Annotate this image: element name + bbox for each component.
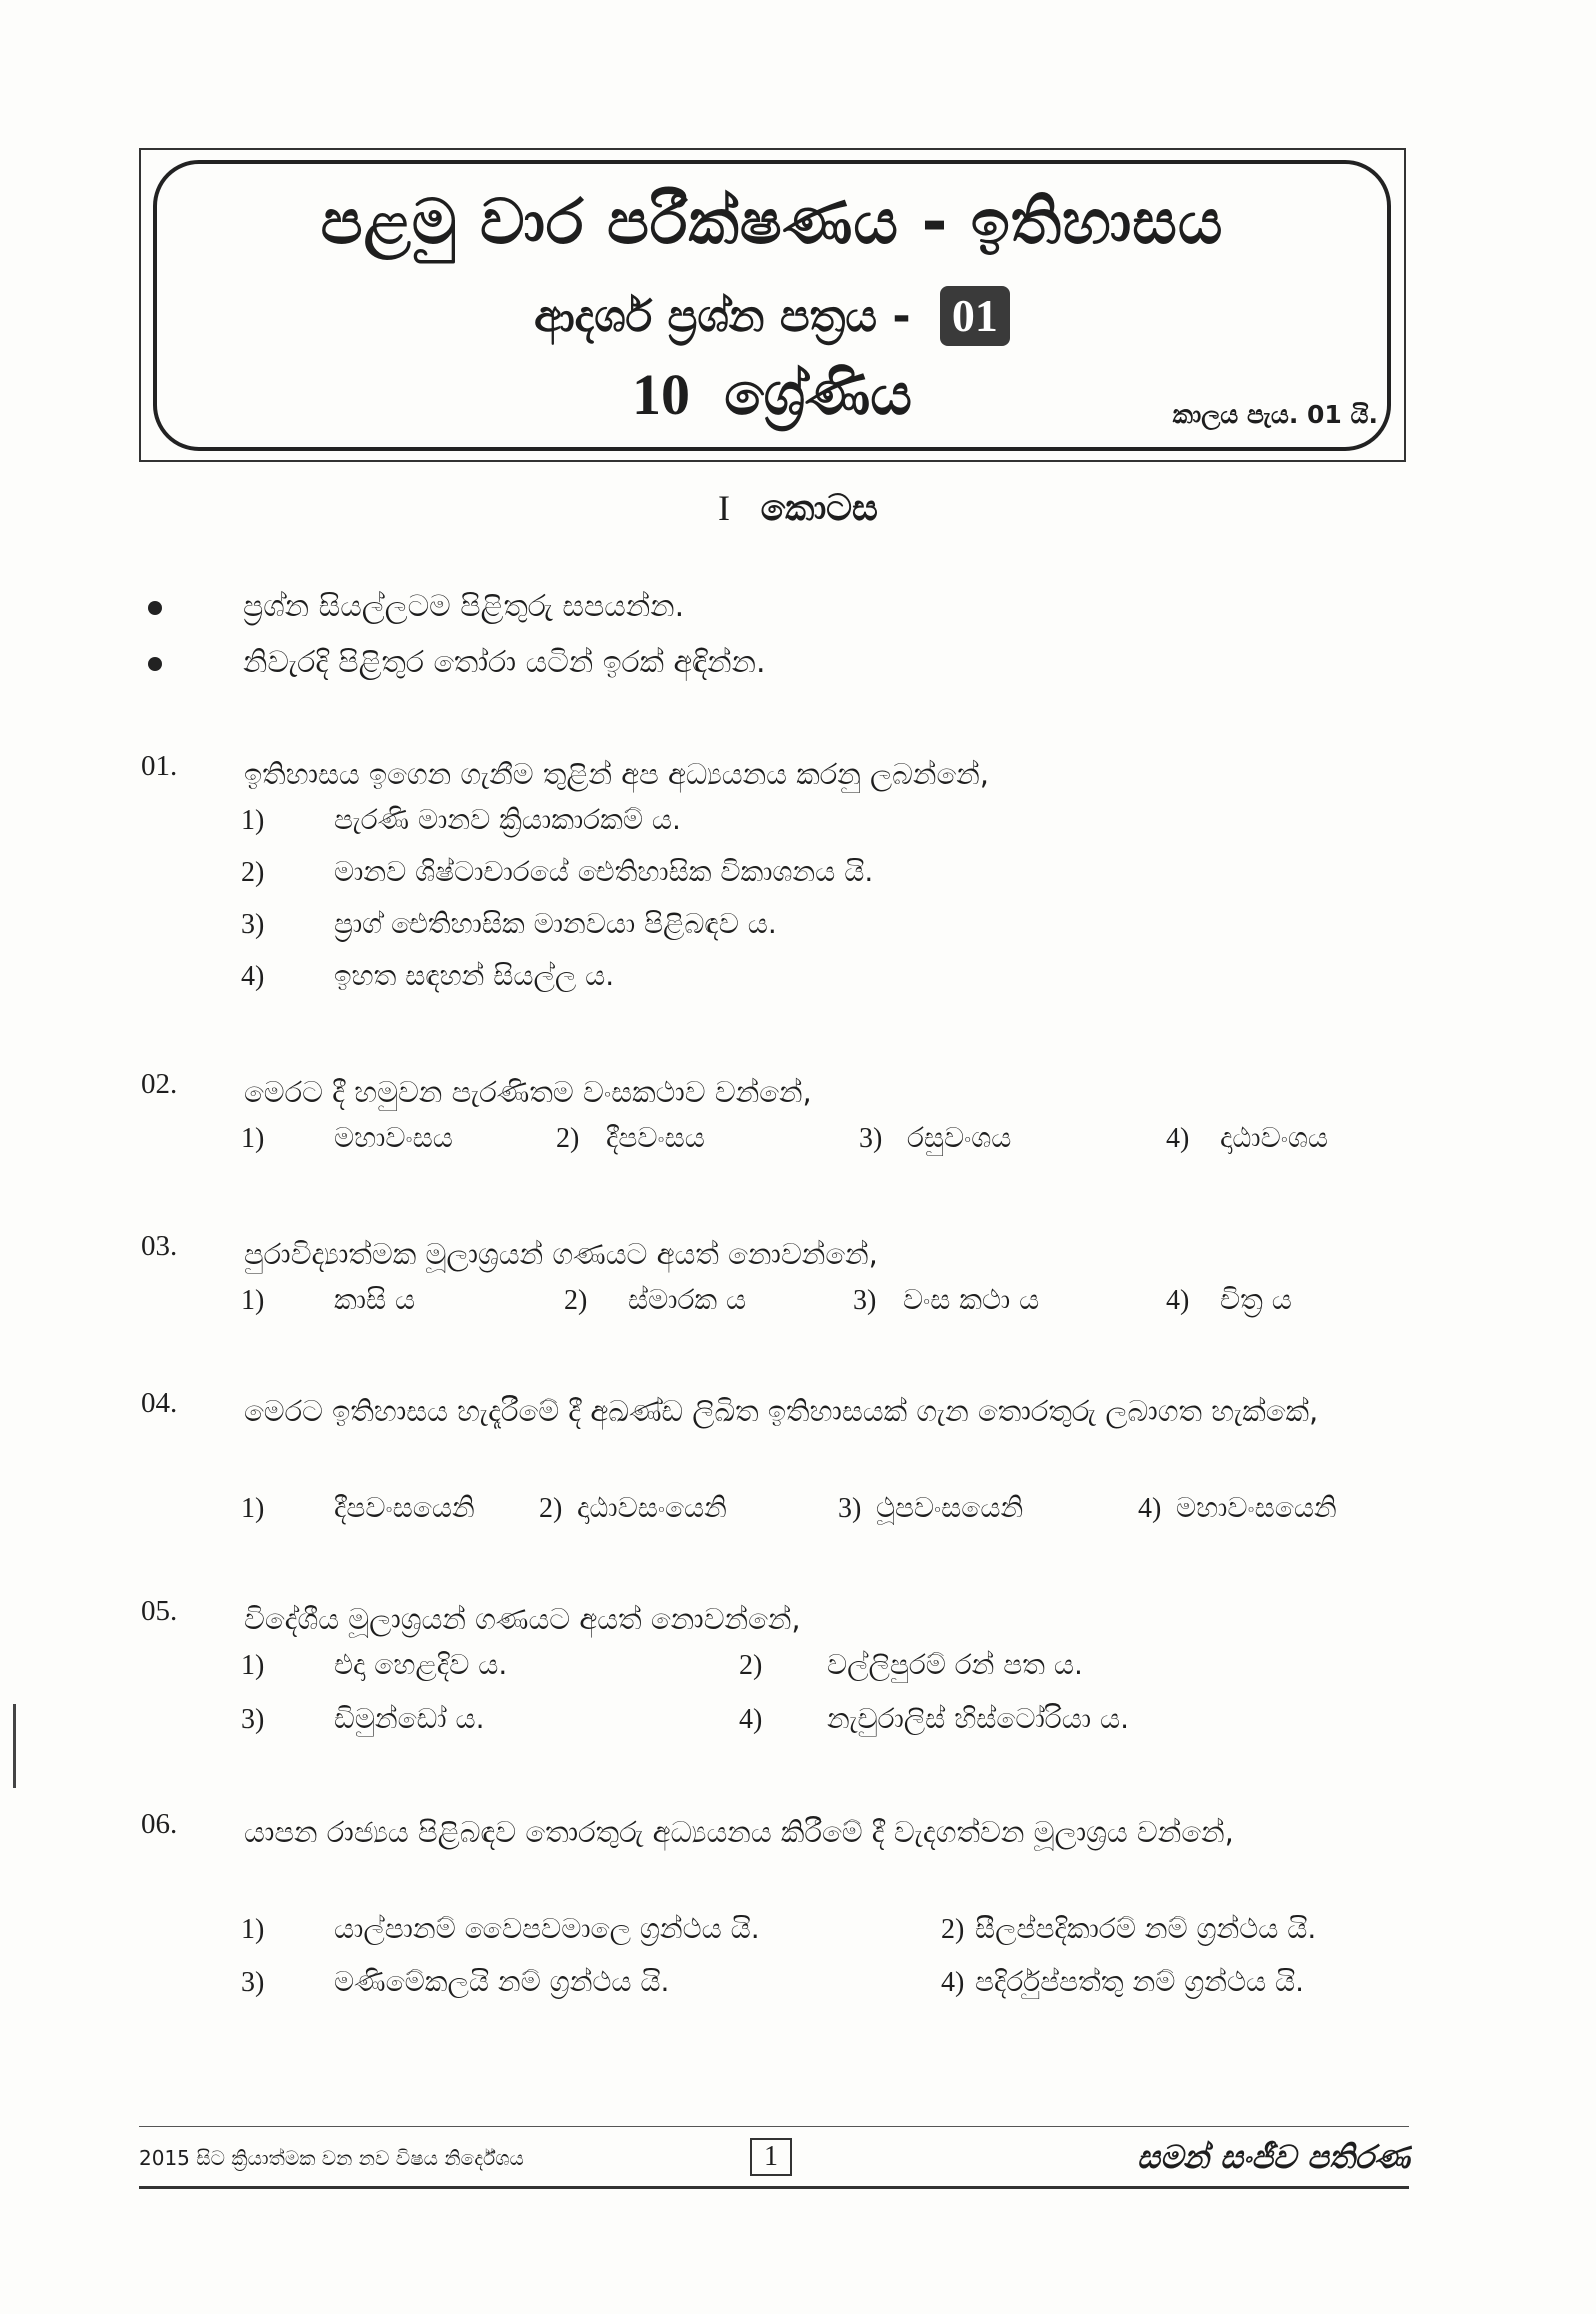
- option-text: සීලප්පදිකාරම් නම් ග්‍රන්ථය යි.: [975, 1912, 1317, 1945]
- option-text: කාසි ය: [334, 1283, 416, 1316]
- option-text: චිත්‍ර ය: [1220, 1283, 1292, 1316]
- option-text: ඉහත සඳහන් සියල්ල ය.: [334, 959, 615, 992]
- option[interactable]: [564, 1283, 746, 1317]
- instruction-text: ප්‍රශ්න සියල්ලටම පිළිතුරු සපයන්න.: [243, 589, 685, 624]
- option-number: 1): [241, 805, 265, 836]
- option[interactable]: [241, 1702, 485, 1736]
- option-number: 3): [838, 1493, 862, 1524]
- option-number: 3): [853, 1285, 877, 1316]
- option-number: 2): [241, 857, 265, 888]
- option[interactable]: [241, 855, 873, 889]
- option-text: මහාවංසයෙනි: [1176, 1491, 1337, 1524]
- option-number: 1): [241, 1285, 265, 1316]
- footer-rule-top: [139, 2126, 1409, 2127]
- paper-number-badge: 01: [940, 286, 1010, 346]
- part-roman-numeral: I: [718, 488, 731, 528]
- option[interactable]: [941, 1965, 1304, 1999]
- option[interactable]: [241, 1965, 669, 1999]
- option-text: ථූපවංසයෙනි: [876, 1491, 1024, 1524]
- option-number: 4): [241, 961, 265, 992]
- option-text: යාල්පානම් වෛපවමාලෙ ග්‍රන්ථය යි.: [334, 1912, 760, 1945]
- part-heading: [0, 487, 1596, 530]
- bullet-icon: [148, 657, 162, 671]
- option[interactable]: [1166, 1283, 1292, 1317]
- option[interactable]: [241, 803, 681, 837]
- question-number: 01.: [141, 750, 178, 782]
- exam-title: පළමු වාර පරීක්ෂණය - ඉතිහාසය: [320, 185, 1224, 258]
- option-text: ප්‍රාග් ඓතිහාසික මානවයා පිළිබඳව ය.: [334, 907, 777, 940]
- question-stem: මෙරට ඉතිහාසය හැදෑරීමේ දී අඛණ්ඩ ලිඛිත ඉතිහාසයක් ගැන තොරතුරු ලබාගත හැක්කේ,: [244, 1394, 1319, 1428]
- footer-author: සමන් සංජීව පතිරණ: [1136, 2138, 1410, 2176]
- grade-label: ශ්‍රේණිය: [724, 360, 912, 428]
- option-number: 3): [859, 1123, 883, 1154]
- option-number: 2): [539, 1493, 563, 1524]
- option-number: 1): [241, 1650, 265, 1681]
- option[interactable]: [241, 1121, 453, 1155]
- option-text: දාඨාවසංයෙනි: [577, 1491, 727, 1524]
- option-text: පැරණි මානව ක්‍රියාකාරකම් ය.: [334, 803, 681, 836]
- option-number: 2): [564, 1285, 588, 1316]
- option-number: 2): [739, 1650, 763, 1681]
- option-number: 4): [1166, 1123, 1190, 1154]
- question-number: 06.: [141, 1808, 178, 1840]
- option-number: 4): [1138, 1493, 1162, 1524]
- option[interactable]: [739, 1702, 1129, 1736]
- question-number: 05.: [141, 1595, 178, 1627]
- option-text: මානව ශිෂ්ටාචාරයේ ඓතිහාසික විකාශනය යි.: [334, 855, 874, 888]
- bullet-icon: [148, 601, 162, 615]
- option[interactable]: [838, 1491, 1023, 1525]
- instruction-text: නිවැරදි පිළිතුර තෝරා යටින් ඉරක් අඳින්න.: [243, 645, 766, 680]
- option-text: මහාවංසය: [334, 1121, 453, 1154]
- question-stem: විදේශීය මූලාශ්‍රයන් ගණයට අයත් නොවන්නේ,: [244, 1602, 801, 1636]
- option-text: ස්මාරක ය: [628, 1283, 747, 1316]
- question-number: 03.: [141, 1230, 178, 1262]
- option-text: මණිමේකලයි නම් ග්‍රන්ථය යි.: [334, 1965, 670, 1998]
- option-number: 1): [241, 1914, 265, 1945]
- option-text: ඩිමුන්ඩෝ ය.: [334, 1702, 485, 1735]
- option[interactable]: [1166, 1121, 1328, 1155]
- option[interactable]: [241, 1491, 475, 1525]
- option-text: දාඨාවංශය: [1220, 1121, 1328, 1154]
- question-number: 02.: [141, 1068, 178, 1100]
- option-text: එදා හෙළදිව ය.: [334, 1648, 508, 1681]
- question-stem: යාපන රාජ්‍යය පිළිබඳව තොරතුරු අධ්‍යයනය කිරීමේ දී වැදගත්වන මූලාශ්‍රය වන්නේ,: [244, 1815, 1234, 1849]
- footer-syllabus-note: 2015 සිට ක්‍රියාත්මක වන නව විෂය නිර්දේශය: [139, 2146, 524, 2170]
- option[interactable]: [241, 907, 777, 941]
- option-number: 1): [241, 1123, 265, 1154]
- paper-subtitle: [153, 286, 1391, 346]
- option-text: දීපවංසයෙනි: [334, 1491, 475, 1524]
- margin-mark: [13, 1704, 16, 1788]
- option[interactable]: [739, 1648, 1083, 1682]
- option[interactable]: [241, 1912, 760, 1946]
- time-allowed: කාලය පැය. 01 යි.: [1172, 400, 1378, 429]
- option-text: දීපවංසය: [606, 1121, 705, 1154]
- option[interactable]: [241, 1283, 415, 1317]
- page-number: 1: [750, 2138, 792, 2176]
- option[interactable]: [241, 959, 614, 993]
- question-number: 04.: [141, 1387, 178, 1419]
- part-label: කොටස: [760, 488, 878, 529]
- option[interactable]: [859, 1121, 1011, 1155]
- question-stem: මෙරට දී හමුවන පැරණිතම වංසකථාව වන්නේ,: [244, 1075, 812, 1109]
- question-stem: ඉතිහාසය ඉගෙන ගැනීම තුළින් අප අධ්‍යයනය කරනු ලබන්නේ,: [244, 757, 989, 791]
- option[interactable]: [241, 1648, 507, 1682]
- grade-number: 10: [631, 362, 690, 427]
- paper-subtitle-label: ආදර්ශ ප්‍රශ්න පත්‍රය -: [534, 291, 911, 342]
- option-text: රසුවංශය: [907, 1121, 1012, 1154]
- option-text: පදිර්රුප්පත්තු නම් ග්‍රන්ථය යි.: [975, 1965, 1305, 1998]
- option-number: 4): [941, 1967, 965, 1998]
- option[interactable]: [853, 1283, 1039, 1317]
- option[interactable]: [1138, 1491, 1337, 1525]
- option[interactable]: [556, 1121, 705, 1155]
- option-number: 2): [941, 1914, 965, 1945]
- option-number: 3): [241, 909, 265, 940]
- option-text: වල්ලිපුරම් රන් පත ය.: [827, 1648, 1083, 1681]
- option-text: නැචුරාලිස් හිස්ටෝරියා ය.: [827, 1702, 1129, 1735]
- option-number: 2): [556, 1123, 580, 1154]
- option-number: 4): [1166, 1285, 1190, 1316]
- option[interactable]: [941, 1912, 1316, 1946]
- option-number: 4): [739, 1704, 763, 1735]
- option-number: 3): [241, 1967, 265, 1998]
- question-stem: පුරාවිද්‍යාත්මක මූලාශ්‍රයන් ගණයට අයත් නොවන්නේ,: [244, 1237, 878, 1271]
- option[interactable]: [539, 1491, 727, 1525]
- option-text: වංස කථා ය: [903, 1283, 1040, 1316]
- footer-rule-bottom: [139, 2186, 1409, 2189]
- option-number: 3): [241, 1704, 265, 1735]
- option-number: 1): [241, 1493, 265, 1524]
